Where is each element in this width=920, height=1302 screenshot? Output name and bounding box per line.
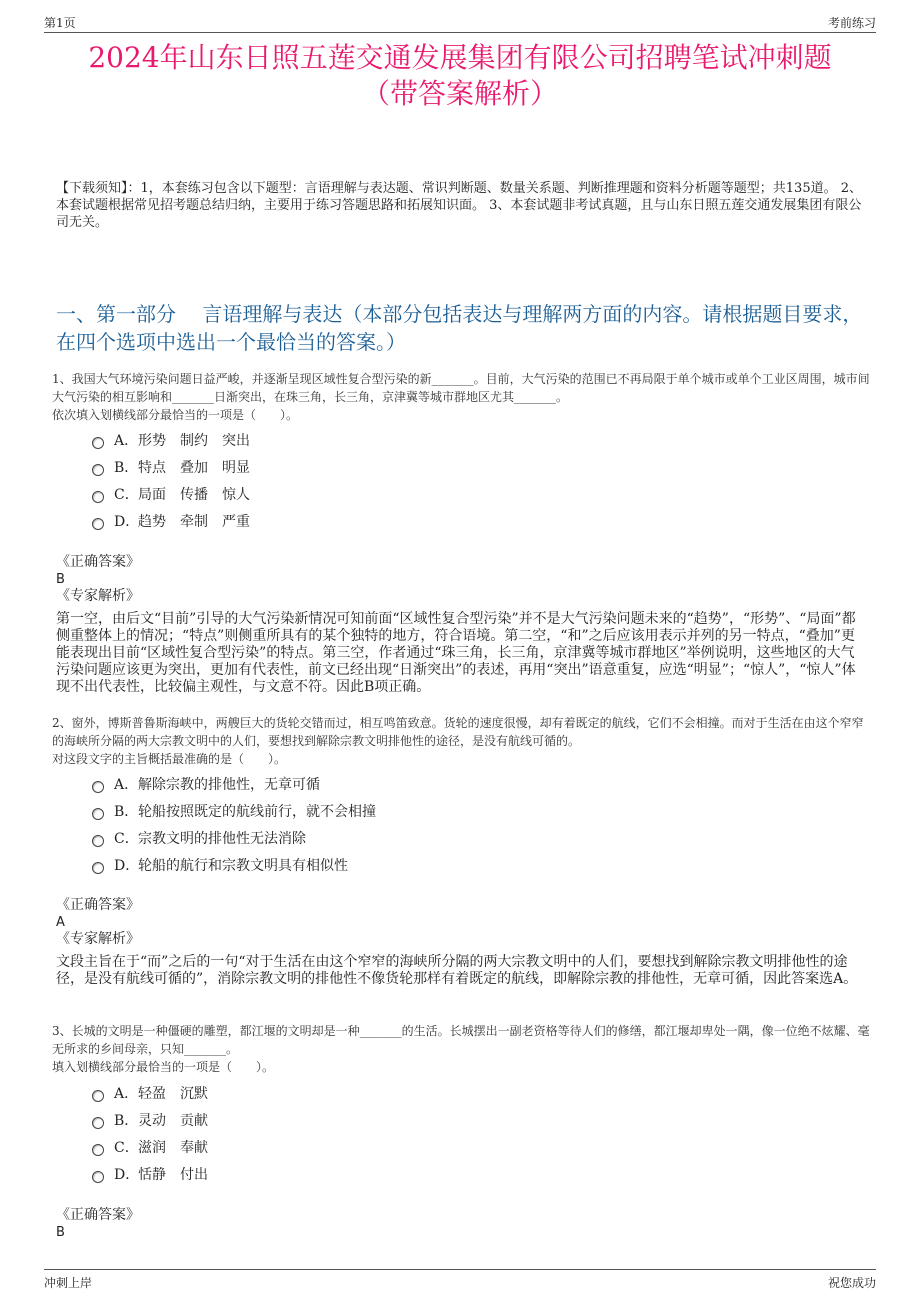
radio-icon[interactable] (92, 1090, 104, 1102)
page-footer (44, 1269, 876, 1292)
analysis-label: 《专家解析》 (56, 931, 140, 947)
analysis-label: 《专家解析》 (56, 588, 140, 604)
option-d[interactable]: D． 趋势 牵制 严重 (92, 508, 592, 535)
question-prompt: 对这段文字的主旨概括最准确的是（ ）。 (52, 752, 287, 766)
question-1 (52, 370, 872, 424)
radio-icon[interactable] (92, 464, 104, 476)
option-d[interactable]: D． 轮船的航行和宗教文明具有相似性 (92, 852, 592, 879)
download-notice: 【下载须知】：1，本套练习包含以下题型：言语理解与表达题、常识判断题、数量关系题、判断推理题和资料分析题等题型；共135道。 2、本套试题根据常见招考题总结归纳，主要用于练习答题思路和拓展知识面。 3、本套试题非考试真题，且与山东日照五莲交通发展集团有限公司无关。 (56, 181, 862, 230)
option-d[interactable]: D． 恬静 付出 (92, 1161, 592, 1188)
question-1-options (92, 427, 592, 535)
option-b[interactable]: B． 特点 叠加 明显 (92, 454, 592, 481)
question-2 (52, 714, 872, 768)
question-1-analysis: 第一空，由后文“目前”引导的大气污染新情况可知前面“区域性复合型污染”并不是大气污染问题未来的“趋势”，“形势”、“局面”都侧重整体上的情况；“特点”则侧重所具有的某个独特的地方，符合语境。第二空，“和”之后应该用表示并列的另一特点，“叠加”更能表现出目前“区域性复合型污染”的特点。第三空，作者通过“珠三角，长三角，京津冀等城市群地区”举例说明，这些地区的大气污染问题应该更为突出，更加有代表性，前文已经出现“日渐突出”的表述，再用“突出”语意重复，应选“明显”；“惊人”，“惊人”体现不出代表性，比较偏主观性，与文意不符。因此B项正确。 (56, 611, 856, 695)
footer-right: 祝您成功 (827, 1276, 876, 1290)
page-header (44, 12, 876, 33)
option-b[interactable]: B． 轮船按照既定的航线前行，就不会相撞 (92, 798, 592, 825)
footer-left: 冲刺上岸 (44, 1276, 93, 1290)
question-3-options (92, 1080, 592, 1188)
radio-icon[interactable] (92, 1117, 104, 1129)
question-stem: 2、窗外，博斯普鲁斯海峡中，两艘巨大的货轮交错而过，相互鸣笛致意。货轮的速度很慢，却有着既定的航线，它们不会相撞。而对于生活在由这个窄窄的海峡所分隔的两大宗教文明中的人们，要想找到解除宗教文明排他性的途径，是没有航线可循的。 (52, 716, 864, 748)
question-stem: 1、我国大气环境污染问题日益严峻，并逐渐呈现区域性复合型污染的新_______。目前，大气污染的范围已不再局限于单个城市或单个工业区周围，城市间大气污染的相互影响和_______日渐突出，在珠三角，长三角，京津冀等城市群地区尤其_______。 (52, 372, 870, 404)
question-prompt: 依次填入划横线部分最恰当的一项是（ ）。 (52, 408, 299, 422)
radio-icon[interactable] (92, 437, 104, 449)
radio-icon[interactable] (92, 1171, 104, 1183)
question-3-answer (56, 1207, 868, 1241)
radio-icon[interactable] (92, 491, 104, 503)
answer-label: 《正确答案》 (56, 1207, 140, 1223)
option-b[interactable]: B． 灵动 贡献 (92, 1107, 592, 1134)
question-prompt: 填入划横线部分最恰当的一项是（ ）。 (52, 1060, 275, 1074)
option-a[interactable]: A． 轻盈 沉默 (92, 1080, 592, 1107)
title-line-1: 2024年山东日照五莲交通发展集团有限公司招聘笔试冲刺题 (88, 41, 832, 74)
radio-icon[interactable] (92, 862, 104, 874)
question-2-analysis: 文段主旨在于“而”之后的一句“对于生活在由这个窄窄的海峡所分隔的两大宗教文明中的人们，要想找到解除宗教文明排他性的途径，是没有航线可循的”，消除宗教文明的排他性不像货轮那样有着既定的航线，即解除宗教的排他性，无章可循，因此答案选A。 (56, 954, 858, 987)
question-3 (52, 1022, 872, 1076)
radio-icon[interactable] (92, 808, 104, 820)
answer-label: 《正确答案》 (56, 554, 140, 570)
radio-icon[interactable] (92, 835, 104, 847)
answer-value: A (56, 915, 65, 930)
question-1-answer (56, 554, 868, 605)
option-c[interactable]: C． 局面 传播 惊人 (92, 481, 592, 508)
radio-icon[interactable] (92, 1144, 104, 1156)
title-line-2: （带答案解析） (361, 77, 558, 110)
answer-label: 《正确答案》 (56, 897, 140, 913)
document-title (40, 40, 880, 112)
radio-icon[interactable] (92, 518, 104, 530)
option-c[interactable]: C． 滋润 奉献 (92, 1134, 592, 1161)
header-tag: 考前练习 (827, 16, 876, 30)
page-number: 第1页 (44, 16, 76, 30)
question-2-options (92, 771, 592, 879)
option-a[interactable]: A． 形势 制约 突出 (92, 427, 592, 454)
question-stem: 3、长城的文明是一种僵硬的雕塑，都江堰的文明却是一种_______的生活。长城摆出一副老资格等待人们的修缮，都江堰却卑处一隅，像一位绝不炫耀、毫无所求的乡间母亲，只知_______。 (52, 1024, 870, 1056)
question-2-answer (56, 897, 868, 948)
radio-icon[interactable] (92, 781, 104, 793)
section-heading: 一、第一部分 言语理解与表达（本部分包括表达与理解两方面的内容。请根据题目要求，在四个选项中选出一个最恰当的答案。） (56, 302, 863, 354)
option-a[interactable]: A． 解除宗教的排他性，无章可循 (92, 771, 592, 798)
option-c[interactable]: C． 宗教文明的排他性无法消除 (92, 825, 592, 852)
answer-value: B (56, 1225, 65, 1240)
answer-value: B (56, 572, 65, 587)
